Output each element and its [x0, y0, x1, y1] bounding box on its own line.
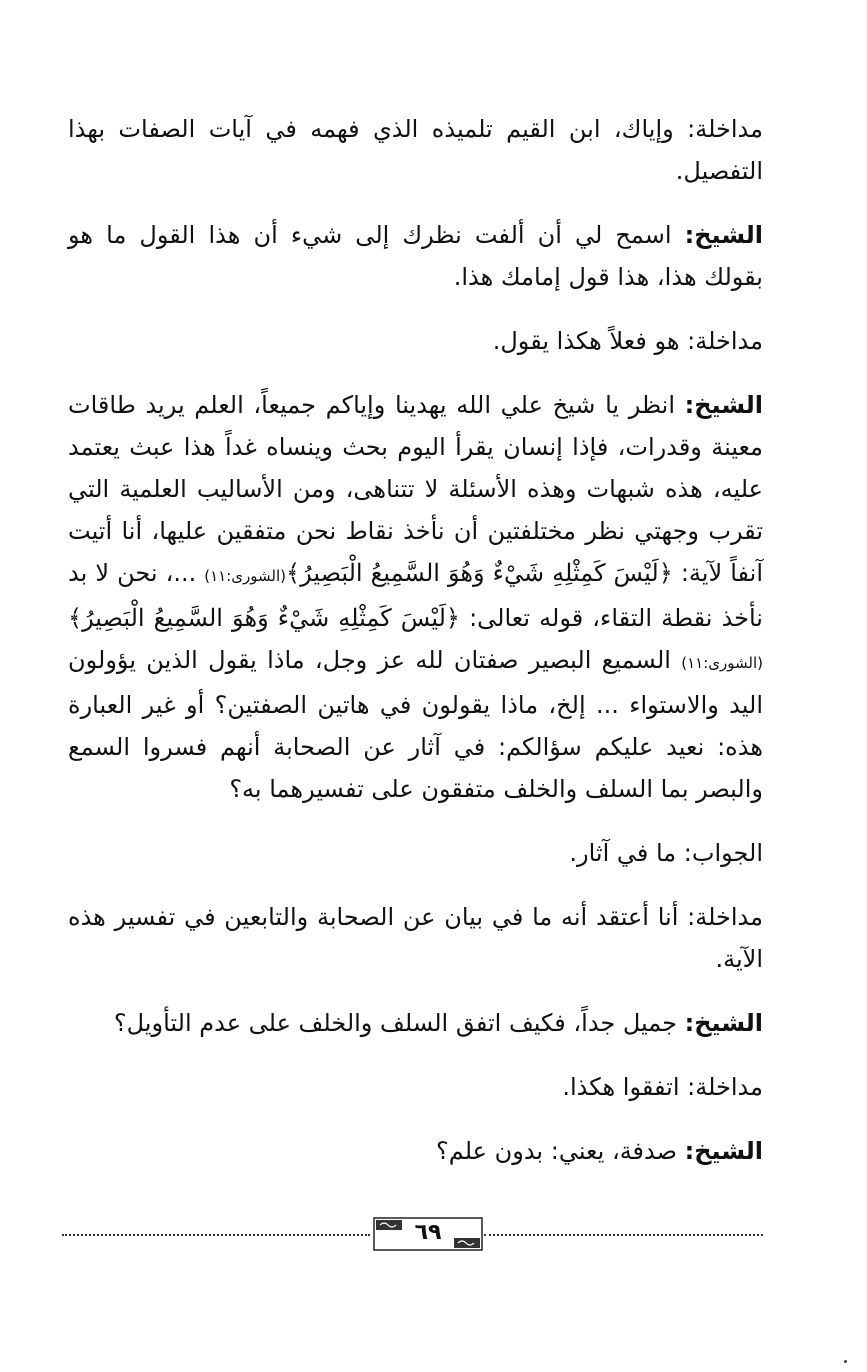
- page-number-frame: [372, 1214, 484, 1254]
- paragraph-intervention-3: [68, 896, 763, 980]
- paragraph-answer: [68, 832, 763, 874]
- paragraph-sheikh-3: [68, 1002, 763, 1044]
- paragraph-intervention-2: [68, 320, 763, 362]
- paragraph-text: مداخلة: اتفقوا هكذا.: [562, 1073, 763, 1101]
- verse-reference: (الشورى:١١): [204, 567, 287, 585]
- speaker-label: الشيخ:: [684, 221, 763, 249]
- paragraph-text: صدفة، يعني: بدون علم؟: [436, 1137, 685, 1165]
- paragraph-text: مداخلة: هو فعلاً هكذا يقول.: [492, 327, 763, 355]
- paragraph-text: الجواب: ما في آثار.: [569, 839, 763, 867]
- page-footer: [62, 1214, 763, 1258]
- paragraph-text: انظر يا شيخ علي الله يهدينا وإياكم جميعاً، العلم يريد طاقات معينة وقدرات، فإذا إنسان يقرأ اليوم بحث وينساه غداً هذا عبث يعتمد عليه، هذه شبهات وهذه الأسئلة لا تتناهى، ومن الأساليب العلمية التي تقرب وجهتي نظر مختلفتين أن نأخذ نقاط نحن متفقين عليها، أنا أتيت آنفاً لآية:: [68, 391, 763, 587]
- paragraph-text: جميل جداً، فكيف اتفق السلف والخلف على عدم التأويل؟: [113, 1009, 685, 1037]
- paragraph-sheikh-4: [68, 1130, 763, 1172]
- footer-dotted-rule-right: [484, 1234, 763, 1236]
- quran-verse: ﴿لَيْسَ كَمِثْلِهِ شَيْءٌ وَهُوَ السَّمِيعُ الْبَصِيرُ﴾: [68, 604, 460, 632]
- speaker-label: الشيخ:: [684, 1137, 763, 1165]
- paragraph-text: ...، نحن لا بد نأخذ نقطة التقاء، قوله تعالى:: [68, 559, 763, 632]
- page-number: ٦٩: [414, 1220, 442, 1245]
- paragraph-sheikh-1: [68, 214, 763, 298]
- paragraph-intervention-1: [68, 108, 763, 192]
- paragraph-text: مداخلة: أنا أعتقد أنه ما في بيان عن الصحابة والتابعين في تفسير هذه الآية.: [68, 903, 763, 973]
- footer-dotted-rule-left: [62, 1234, 370, 1236]
- paragraph-text: السميع البصير صفتان لله عز وجل، ماذا يقول الذين يؤولون اليد والاستواء ... إلخ، ماذا يقولون في هاتين الصفتين؟ أو غير العبارة هذه: نعيد عليكم سؤالكم: في آثار عن الصحابة أنهم فسروا السمع والبصر بما السلف والخلف متفقون على تفسيرهما به؟: [68, 646, 763, 803]
- stray-dot: [844, 1360, 847, 1363]
- paragraph-text: مداخلة: وإياك، ابن القيم تلميذه الذي فهمه في آيات الصفات بهذا التفصيل.: [68, 115, 763, 185]
- page-body: [68, 108, 763, 1194]
- speaker-label: الشيخ:: [684, 391, 763, 419]
- speaker-label: الشيخ:: [684, 1009, 763, 1037]
- verse-reference: (الشورى:١١): [681, 654, 763, 672]
- quran-verse: ﴿لَيْسَ كَمِثْلِهِ شَيْءٌ وَهُوَ السَّمِيعُ الْبَصِيرُ﴾: [286, 559, 673, 587]
- paragraph-intervention-4: [68, 1066, 763, 1108]
- paragraph-text: اسمح لي أن ألفت نظرك إلى شيء أن هذا القول ما هو بقولك هذا، هذا قول إمامك هذا.: [68, 221, 763, 291]
- paragraph-sheikh-2: [68, 384, 763, 810]
